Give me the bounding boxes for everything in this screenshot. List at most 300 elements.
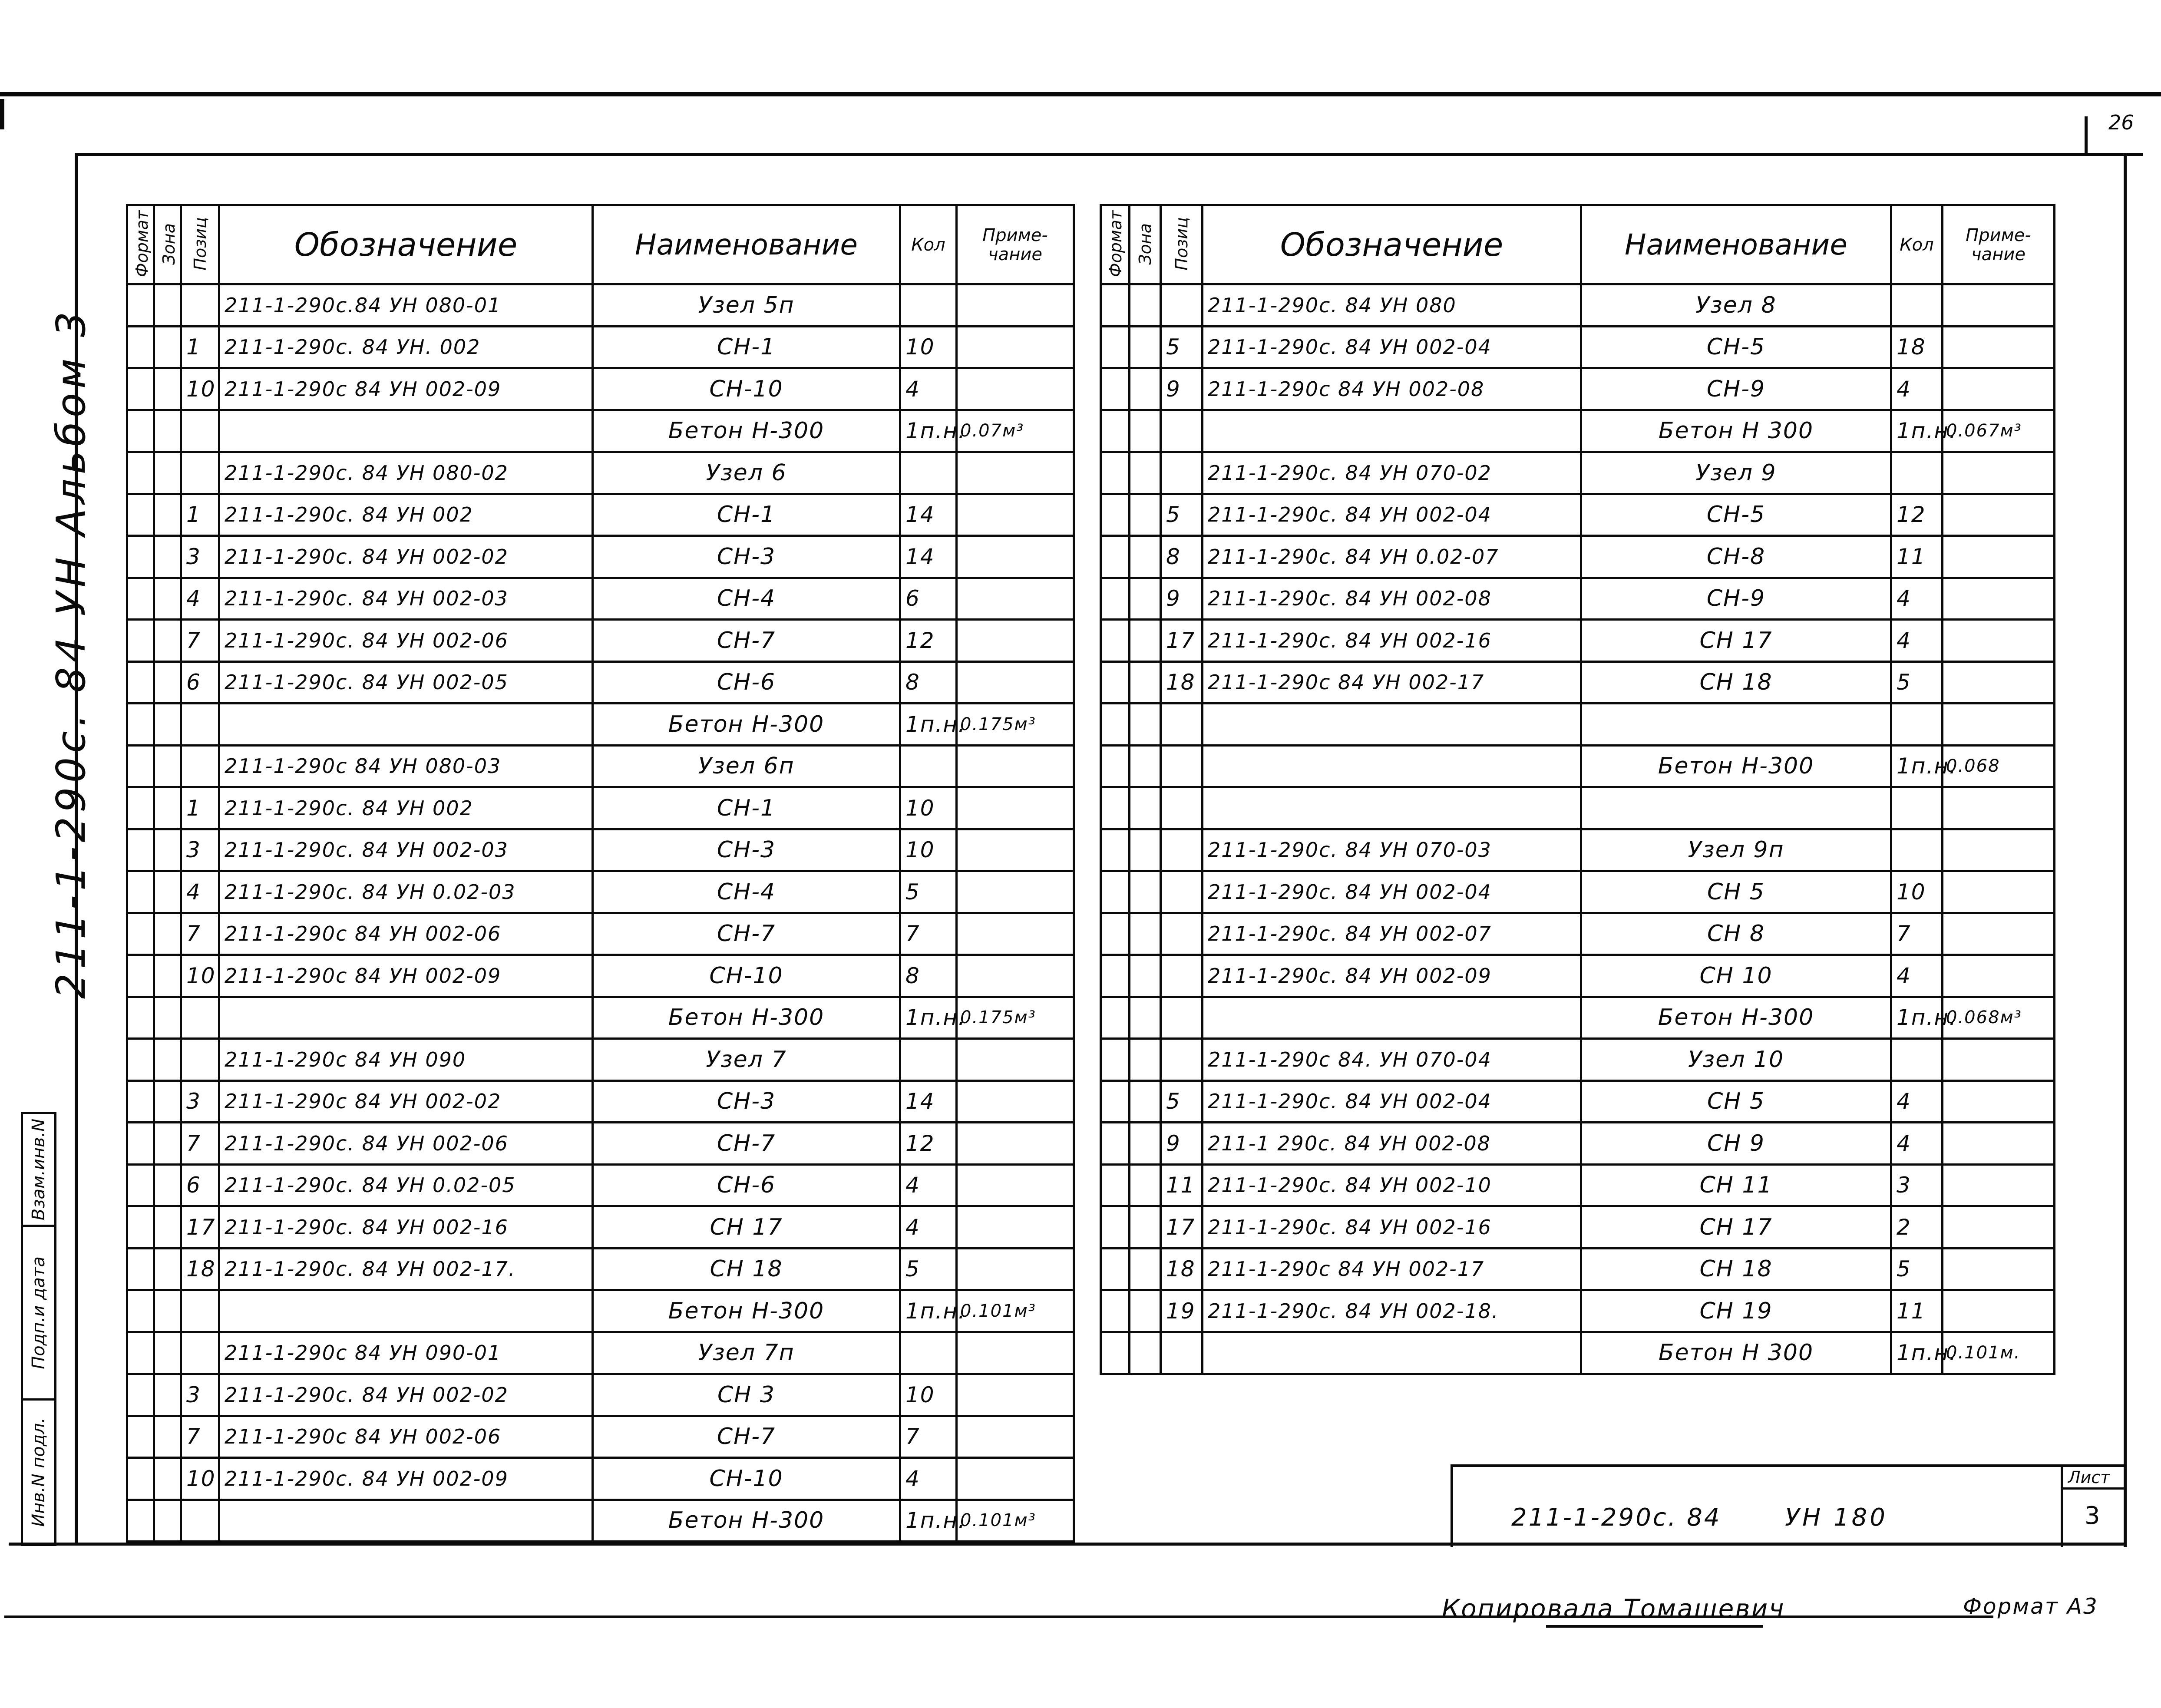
cell-note <box>957 1458 1074 1500</box>
cell-format <box>1101 661 1130 704</box>
cell-quantity: 12 <box>900 620 957 662</box>
cell-quantity: 5 <box>900 871 957 913</box>
cell-note <box>1943 326 2055 368</box>
frame-right-line <box>2124 153 2127 1547</box>
cell-note: 0.067м³ <box>1943 410 2055 452</box>
cell-note <box>1943 787 2055 829</box>
cell-format <box>1101 997 1130 1039</box>
cell-quantity: 8 <box>900 955 957 997</box>
table-row <box>127 1123 1074 1165</box>
cell-quantity: 10 <box>900 829 957 871</box>
cell-format <box>1101 704 1130 746</box>
cell-designation: 211-1-290с. 84 УН 002-16 <box>1203 620 1581 662</box>
cell-quantity: 1п.н. <box>900 704 957 746</box>
table-row <box>1101 368 2055 410</box>
cell-format <box>1101 955 1130 997</box>
cell-note <box>957 661 1074 704</box>
cell-note: 0.175м³ <box>957 704 1074 746</box>
table-row <box>1101 871 2055 913</box>
cell-name: СН 11 <box>1581 1164 1891 1206</box>
cell-zone <box>154 410 181 452</box>
cell-quantity: 1п.н. <box>900 1290 957 1332</box>
cell-format <box>127 494 154 536</box>
stamp-inv-number <box>21 1398 56 1546</box>
table-row <box>1101 745 2055 787</box>
cell-name: Бетон Н-300 <box>1581 997 1891 1039</box>
cell-designation <box>1203 787 1581 829</box>
cell-format <box>127 704 154 746</box>
cell-note <box>957 284 1074 327</box>
cell-position: 7 <box>181 620 219 662</box>
cell-zone <box>1130 536 1161 578</box>
cell-designation: 211-1 290с. 84 УН 002-08 <box>1203 1123 1581 1165</box>
cell-format <box>1101 536 1130 578</box>
cell-note <box>1943 1206 2055 1249</box>
cell-format <box>127 661 154 704</box>
cell-format <box>127 578 154 620</box>
cell-note <box>1943 661 2055 704</box>
cell-designation <box>219 704 593 746</box>
cell-zone <box>1130 578 1161 620</box>
cell-note <box>957 1164 1074 1206</box>
cell-name: СН 8 <box>1581 913 1891 955</box>
cell-zone <box>154 326 181 368</box>
cell-position: 3 <box>181 1080 219 1123</box>
table-row <box>1101 913 2055 955</box>
cell-note: 0.101м. <box>1943 1332 2055 1374</box>
table-row <box>127 620 1074 662</box>
cell-format <box>1101 1332 1130 1374</box>
cell-position: 18 <box>1161 1248 1203 1290</box>
frame-top-line <box>76 153 2143 156</box>
cell-note <box>957 871 1074 913</box>
header-note: Приме- чание <box>957 205 1074 284</box>
cell-designation: 211-1-290с 84 УН 090 <box>219 1039 593 1081</box>
cell-quantity: 1п.н. <box>1891 745 1943 787</box>
cell-zone <box>154 1290 181 1332</box>
cell-position <box>181 997 219 1039</box>
cell-format <box>1101 871 1130 913</box>
cell-designation <box>219 410 593 452</box>
header-zone: Зона <box>154 205 181 284</box>
cell-format <box>1101 1164 1130 1206</box>
cell-position <box>1161 452 1203 494</box>
cell-zone <box>154 913 181 955</box>
cell-name: СН 3 <box>593 1374 900 1416</box>
table-row <box>127 997 1074 1039</box>
cell-name: СН-7 <box>593 1416 900 1458</box>
cell-position: 7 <box>181 913 219 955</box>
cell-name: СН 10 <box>1581 955 1891 997</box>
table-row <box>1101 997 2055 1039</box>
cell-name: СН 18 <box>1581 1248 1891 1290</box>
table-row <box>1101 284 2055 327</box>
cell-name: СН 5 <box>1581 1080 1891 1123</box>
table-row <box>127 871 1074 913</box>
cell-format <box>127 871 154 913</box>
cell-quantity: 4 <box>900 1206 957 1249</box>
table-row <box>127 1458 1074 1500</box>
cell-name: Узел 7п <box>593 1332 900 1374</box>
cell-note <box>957 1039 1074 1081</box>
table-row <box>127 410 1074 452</box>
cell-position: 17 <box>1161 1206 1203 1249</box>
title-block-divider <box>2061 1464 2063 1547</box>
cell-name: СН-4 <box>593 578 900 620</box>
cell-designation: 211-1-290с. 84 УН 002-06 <box>219 1123 593 1165</box>
cell-zone <box>1130 284 1161 327</box>
cell-name: СН-5 <box>1581 326 1891 368</box>
cell-format <box>127 1374 154 1416</box>
cell-zone <box>154 1164 181 1206</box>
cell-format <box>1101 829 1130 871</box>
table-row <box>1101 326 2055 368</box>
cell-designation: 211-1-290с. 84 УН 002-05 <box>219 661 593 704</box>
cell-designation <box>1203 997 1581 1039</box>
cell-position: 18 <box>181 1248 219 1290</box>
cell-note <box>1943 1248 2055 1290</box>
cell-name: Узел 5п <box>593 284 900 327</box>
cell-position: 8 <box>1161 536 1203 578</box>
cell-quantity <box>900 1039 957 1081</box>
cell-quantity: 4 <box>900 1458 957 1500</box>
cell-name <box>1581 787 1891 829</box>
stamp-signature-date-label: Подп.и дата <box>29 1256 49 1369</box>
cell-zone <box>1130 829 1161 871</box>
cell-format <box>1101 1123 1130 1165</box>
cell-quantity: 2 <box>1891 1206 1943 1249</box>
cell-name: СН 9 <box>1581 1123 1891 1165</box>
cell-quantity: 18 <box>1891 326 1943 368</box>
cell-zone <box>1130 410 1161 452</box>
cell-position <box>181 284 219 327</box>
cell-name: СН-6 <box>593 661 900 704</box>
cell-note <box>957 955 1074 997</box>
cell-format <box>1101 578 1130 620</box>
cell-designation: 211-1-290с. 84 УН 002 <box>219 787 593 829</box>
cell-zone <box>1130 1248 1161 1290</box>
cell-note <box>1943 578 2055 620</box>
cell-position <box>1161 704 1203 746</box>
cell-designation: 211-1-290с. 84 УН 002-04 <box>1203 326 1581 368</box>
cell-quantity: 14 <box>900 1080 957 1123</box>
cell-position <box>1161 284 1203 327</box>
cell-quantity: 4 <box>1891 955 1943 997</box>
cell-designation <box>1203 745 1581 787</box>
cell-position: 4 <box>181 871 219 913</box>
cell-quantity: 14 <box>900 536 957 578</box>
cell-quantity <box>900 452 957 494</box>
title-block-sheet-label: Лист <box>2068 1468 2110 1487</box>
cell-format <box>127 326 154 368</box>
table-row <box>127 1290 1074 1332</box>
cell-format <box>127 913 154 955</box>
table-row <box>127 1248 1074 1290</box>
cell-name: Бетон Н-300 <box>593 1500 900 1542</box>
cell-zone <box>1130 745 1161 787</box>
cell-zone <box>154 1248 181 1290</box>
cell-name: СН 18 <box>1581 661 1891 704</box>
cell-name: СН-9 <box>1581 368 1891 410</box>
cell-designation <box>219 1500 593 1542</box>
cell-quantity: 1п.н. <box>900 410 957 452</box>
cell-format <box>127 452 154 494</box>
cell-position: 3 <box>181 536 219 578</box>
cell-position <box>1161 1039 1203 1081</box>
cell-note <box>957 494 1074 536</box>
cell-designation: 211-1-290с.84 УН 080-01 <box>219 284 593 327</box>
cell-note <box>1943 871 2055 913</box>
header-format: Формат <box>1101 205 1130 284</box>
cell-position <box>1161 787 1203 829</box>
table-row <box>1101 1206 2055 1249</box>
footer-format: Формат А3 <box>1963 1594 2098 1619</box>
cell-format <box>1101 326 1130 368</box>
cell-name: СН-10 <box>593 368 900 410</box>
table-row <box>1101 1248 2055 1290</box>
cell-name: СН-10 <box>593 1458 900 1500</box>
cell-name: СН 19 <box>1581 1290 1891 1332</box>
cell-zone <box>154 1123 181 1165</box>
cell-name: СН-4 <box>593 871 900 913</box>
cell-zone <box>154 494 181 536</box>
cell-format <box>1101 284 1130 327</box>
cell-zone <box>154 1500 181 1542</box>
title-block-sheet-number: 3 <box>2085 1502 2100 1530</box>
cell-zone <box>1130 326 1161 368</box>
cell-zone <box>1130 1039 1161 1081</box>
cell-quantity: 4 <box>900 368 957 410</box>
table-row <box>127 368 1074 410</box>
cell-designation: 211-1-290с. 84 УН 080 <box>1203 284 1581 327</box>
cell-format <box>1101 1290 1130 1332</box>
cell-designation: 211-1-290с 84 УН 090-01 <box>219 1332 593 1374</box>
cell-position <box>1161 871 1203 913</box>
cell-quantity: 7 <box>900 1416 957 1458</box>
cell-position <box>181 1332 219 1374</box>
cell-zone <box>154 787 181 829</box>
cell-designation: 211-1-290с. 84 УН 002-02 <box>219 536 593 578</box>
cell-designation: 211-1-290с 84. УН 070-04 <box>1203 1039 1581 1081</box>
cell-note <box>1943 1039 2055 1081</box>
cell-designation: 211-1-290с. 84 УН 070-02 <box>1203 452 1581 494</box>
cell-note <box>957 1206 1074 1249</box>
cell-zone <box>1130 871 1161 913</box>
table-row <box>1101 494 2055 536</box>
header-name: Наименование <box>593 205 900 284</box>
cell-designation: 211-1-290с 84 УН 002-06 <box>219 1416 593 1458</box>
cell-designation: 211-1-290с 84 УН 080-03 <box>219 745 593 787</box>
cell-name: СН-3 <box>593 1080 900 1123</box>
cell-note <box>1943 620 2055 662</box>
cell-position: 17 <box>1161 620 1203 662</box>
cell-name: СН-8 <box>1581 536 1891 578</box>
cell-quantity: 11 <box>1891 1290 1943 1332</box>
cell-position: 18 <box>1161 661 1203 704</box>
cell-designation: 211-1-290с. 84 УН 0.02-07 <box>1203 536 1581 578</box>
cell-name: Бетон Н 300 <box>1581 1332 1891 1374</box>
cell-position: 4 <box>181 578 219 620</box>
cell-zone <box>154 1458 181 1500</box>
table-row <box>127 1039 1074 1081</box>
cell-designation: 211-1-290с 84 УН 002-09 <box>219 368 593 410</box>
title-block-code: 211-1-290с. 84 <box>1511 1503 1722 1532</box>
cell-position <box>1161 829 1203 871</box>
cell-position: 19 <box>1161 1290 1203 1332</box>
header-designation: Обозначение <box>1203 205 1581 284</box>
cell-zone <box>154 1039 181 1081</box>
cell-position: 5 <box>1161 1080 1203 1123</box>
cell-designation: 211-1-290с. 84 УН 002-06 <box>219 620 593 662</box>
cell-name <box>1581 704 1891 746</box>
cell-note <box>957 620 1074 662</box>
table-row <box>1101 787 2055 829</box>
page-number: 26 <box>2108 111 2134 134</box>
cell-note <box>1943 1164 2055 1206</box>
table-row <box>1101 1080 2055 1123</box>
cell-quantity <box>900 745 957 787</box>
header-pos: Позиц <box>181 205 219 284</box>
cell-quantity: 8 <box>900 661 957 704</box>
cell-position: 9 <box>1161 1123 1203 1165</box>
cell-quantity: 4 <box>1891 620 1943 662</box>
cell-designation: 211-1-290с. 84 УН 002-18. <box>1203 1290 1581 1332</box>
cell-zone <box>154 704 181 746</box>
cell-zone <box>154 955 181 997</box>
cell-name: СН-7 <box>593 913 900 955</box>
table-row <box>1101 829 2055 871</box>
cell-format <box>127 1416 154 1458</box>
cell-zone <box>154 745 181 787</box>
cell-zone <box>154 661 181 704</box>
cell-note <box>957 1080 1074 1123</box>
cell-note <box>957 829 1074 871</box>
cell-position <box>1161 410 1203 452</box>
cell-position: 9 <box>1161 578 1203 620</box>
table-row <box>127 452 1074 494</box>
header-name: Наименование <box>1581 205 1891 284</box>
table-row <box>1101 704 2055 746</box>
cell-format <box>1101 913 1130 955</box>
cell-format <box>127 955 154 997</box>
cell-format <box>1101 368 1130 410</box>
specification-table-right <box>1100 204 2055 1375</box>
cell-position <box>181 745 219 787</box>
cell-note <box>1943 1123 2055 1165</box>
cell-position: 10 <box>181 1458 219 1500</box>
table-row <box>1101 1123 2055 1165</box>
table-row <box>1101 1039 2055 1081</box>
header-pos: Позиц <box>1161 205 1203 284</box>
cell-position: 1 <box>181 494 219 536</box>
cell-name: СН-1 <box>593 494 900 536</box>
cell-quantity <box>900 1332 957 1374</box>
cell-name: Узел 10 <box>1581 1039 1891 1081</box>
cell-name: Узел 9 <box>1581 452 1891 494</box>
cell-quantity: 7 <box>900 913 957 955</box>
cell-name: СН-3 <box>593 829 900 871</box>
cell-designation: 211-1-290с 84 УН 002-17 <box>1203 661 1581 704</box>
table-row <box>127 1164 1074 1206</box>
cell-note: 0.101м³ <box>957 1500 1074 1542</box>
cell-position <box>1161 955 1203 997</box>
cell-note: 0.07м³ <box>957 410 1074 452</box>
cell-format <box>1101 745 1130 787</box>
cell-position <box>181 452 219 494</box>
table-row <box>127 578 1074 620</box>
cell-quantity <box>1891 704 1943 746</box>
cell-format <box>127 1039 154 1081</box>
cell-designation: 211-1-290с. 84 УН. 002 <box>219 326 593 368</box>
cell-designation: 211-1-290с. 84 УН 002 <box>219 494 593 536</box>
cell-name: СН 17 <box>1581 620 1891 662</box>
top-border-line <box>0 92 2161 96</box>
cell-designation <box>219 997 593 1039</box>
cell-note <box>957 913 1074 955</box>
cell-zone <box>154 620 181 662</box>
cell-name: Узел 6 <box>593 452 900 494</box>
cell-quantity: 4 <box>900 1164 957 1206</box>
cell-quantity <box>900 284 957 327</box>
table-row <box>1101 410 2055 452</box>
cell-format <box>127 997 154 1039</box>
cell-zone <box>154 536 181 578</box>
cell-zone <box>1130 452 1161 494</box>
cell-name: Узел 9п <box>1581 829 1891 871</box>
cell-note <box>957 787 1074 829</box>
cell-zone <box>1130 787 1161 829</box>
cell-zone <box>1130 1123 1161 1165</box>
cell-format <box>127 829 154 871</box>
cell-position: 1 <box>181 326 219 368</box>
cell-format <box>1101 1206 1130 1249</box>
cell-name: Бетон Н-300 <box>593 410 900 452</box>
cell-quantity <box>1891 452 1943 494</box>
cell-format <box>127 368 154 410</box>
cell-designation: 211-1-290с 84 УН 002-09 <box>219 955 593 997</box>
cell-quantity: 10 <box>1891 871 1943 913</box>
cell-zone <box>1130 368 1161 410</box>
cell-name: СН-3 <box>593 536 900 578</box>
cell-zone <box>154 452 181 494</box>
cell-position: 1 <box>181 787 219 829</box>
cell-quantity: 1п.н. <box>900 1500 957 1542</box>
left-edge-mark <box>0 99 4 129</box>
cell-zone <box>154 368 181 410</box>
table-row <box>127 494 1074 536</box>
cell-format <box>127 536 154 578</box>
cell-format <box>127 410 154 452</box>
table-row <box>127 536 1074 578</box>
cell-name: СН 17 <box>593 1206 900 1249</box>
cell-name: СН 5 <box>1581 871 1891 913</box>
cell-position: 9 <box>1161 368 1203 410</box>
cell-note <box>957 1248 1074 1290</box>
table-row <box>127 955 1074 997</box>
cell-zone <box>1130 1164 1161 1206</box>
cell-quantity: 1п.н. <box>1891 997 1943 1039</box>
header-row <box>127 205 1074 284</box>
cell-note <box>957 326 1074 368</box>
cell-quantity: 4 <box>1891 1080 1943 1123</box>
cell-zone <box>1130 997 1161 1039</box>
cell-note <box>1943 913 2055 955</box>
cell-zone <box>154 1080 181 1123</box>
cell-designation: 211-1-290с. 84 УН 002-04 <box>1203 1080 1581 1123</box>
cell-zone <box>1130 1080 1161 1123</box>
cell-position <box>181 1039 219 1081</box>
cell-note <box>1943 494 2055 536</box>
